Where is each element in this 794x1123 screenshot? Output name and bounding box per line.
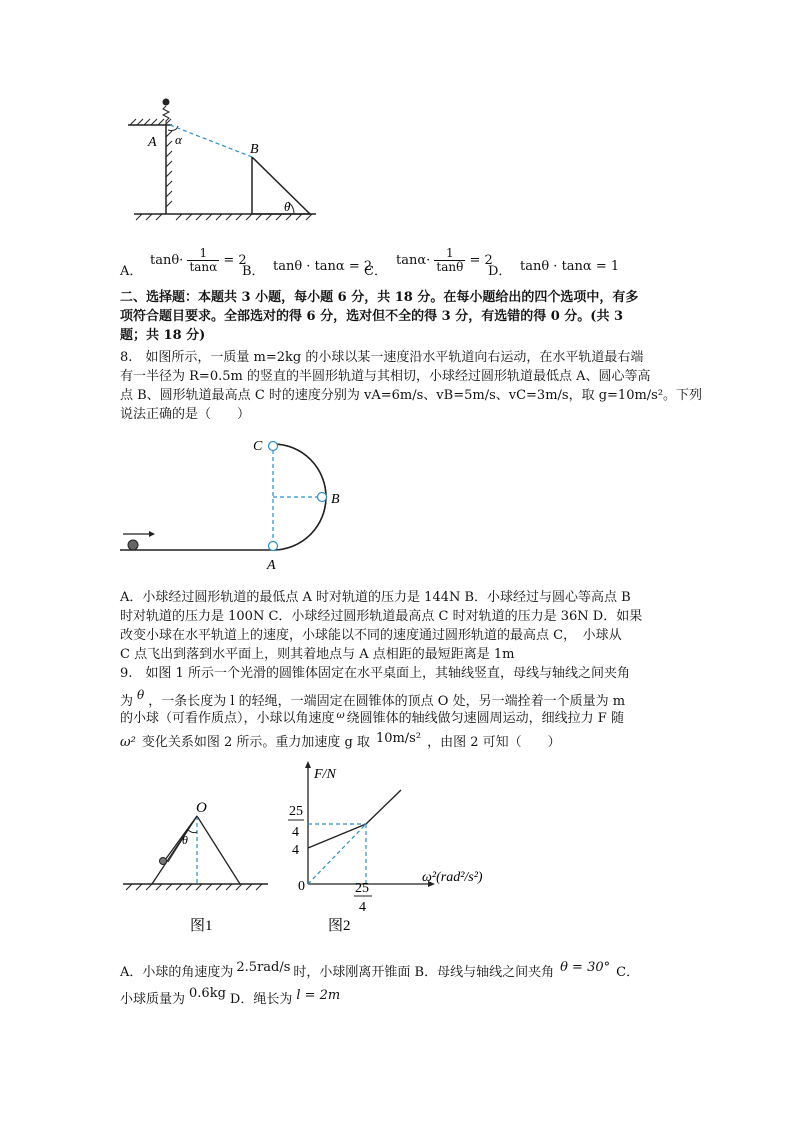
x-tick-den: 4 bbox=[359, 900, 366, 915]
q8-line1: 8. 如图所示，一质量 m=2kg 的小球以某一速度沿水平轨道向右运动，在水平轨道最右端 bbox=[120, 350, 644, 365]
y-tick-low: 4 bbox=[292, 843, 299, 858]
x-tick-num: 25 bbox=[355, 881, 369, 896]
q9-line1: 9. 如图 1 所示一个光滑的圆锥体固定在水平桌面上，其轴线竖直，母线与轴线之间夹角 bbox=[120, 666, 630, 681]
fig2-caption: 图2 bbox=[328, 918, 351, 934]
ball-icon bbox=[128, 540, 138, 550]
ball-icon bbox=[163, 99, 170, 106]
q8-figure bbox=[115, 432, 355, 572]
q8-opt-line4: C 点飞出到落到水平面上，则其着地点与 A 点相距的最短距离是 1m bbox=[120, 647, 515, 662]
section2-line3: 题；共 18 分) bbox=[120, 328, 206, 343]
label-alpha: α bbox=[175, 132, 182, 147]
label-B: B bbox=[250, 142, 259, 157]
label-theta: θ bbox=[182, 833, 188, 847]
option-B-letter: B． bbox=[242, 264, 265, 279]
series-segment-2 bbox=[366, 790, 401, 824]
q8-opt-line1: A．小球经过圆形轨道的最低点 A 时对轨道的压力是 144N B．小球经过与圆心等高点 B bbox=[120, 590, 631, 605]
option-A-expr: tanθ· $\frac{1}{\tan\alpha}$ = 2 bbox=[150, 246, 247, 274]
q8-line2: 有一半径为 R=0.5m 的竖直的半圆形轨道与其相切，小球经过圆形轨道最低点 A、圆心等高 bbox=[120, 369, 651, 384]
q9-figures bbox=[118, 760, 518, 940]
option-C-letter: C． bbox=[364, 264, 387, 279]
q9-opt-line2: 小球质量为 0.6kg D．绳长为 l = 2m bbox=[120, 986, 341, 1007]
label-O: O bbox=[196, 800, 207, 816]
y-axis-label: F/N bbox=[314, 767, 336, 782]
q8-opt-line2: 时对轨道的压力是 100N C．小球经过圆形轨道最高点 C 时对轨道的压力是 36N D．如果 bbox=[120, 609, 643, 624]
q8-line4: 说法正确的是（ ） bbox=[120, 407, 251, 422]
x-axis-label: ω²(rad²/s²) bbox=[422, 870, 483, 885]
arrow-right-icon bbox=[149, 531, 155, 537]
option-A-letter: A． bbox=[120, 264, 143, 279]
series-segment-1 bbox=[308, 824, 366, 848]
label-theta: θ bbox=[284, 199, 291, 214]
label-B: B bbox=[331, 492, 340, 507]
option-B-expr: tanθ · tanα = 2 bbox=[273, 259, 373, 274]
section2-line2: 项符合题目要求。全部选对的得 6 分，选对但不全的得 3 分，有选错的得 0 分。(共 3 bbox=[120, 309, 624, 324]
y-tick-top-den: 4 bbox=[292, 825, 299, 840]
option-D-letter: D． bbox=[488, 264, 512, 279]
fig1-caption: 图1 bbox=[190, 918, 213, 934]
q8-line3: 点 B、圆形轨道最高点 C 时的速度分别为 vA=6m/s、vB=5m/s、vC=3m/s，取 g=10m/s²。下列 bbox=[120, 388, 703, 403]
label-C: C bbox=[253, 439, 263, 454]
q9-opt-line1: A．小球的角速度为 2.5rad/s 时，小球刚离开锥面 B．母线与轴线之间夹角 θ = 30° C． bbox=[120, 960, 640, 980]
origin-label: 0 bbox=[298, 879, 305, 894]
ball-icon bbox=[160, 858, 167, 865]
section2-line1: 二、选择题：本题共 3 小题，每小题 6 分，共 18 分。在每小题给出的四个选项中，有多 bbox=[120, 290, 639, 305]
q9-line3: 的小球（可看作质点），小球以角速度 $^\omega$ 绕圆锥体的轴线做匀速圆周运动，细线拉力 F 随 bbox=[120, 710, 624, 726]
option-C-expr: tanα· $\frac{1}{\tan\theta}$ = 2 bbox=[396, 246, 493, 274]
option-D-expr: tanθ · tanα = 1 bbox=[520, 259, 620, 274]
q9-line2: 为 θ ，一条长度为 l 的轻绳，一端固定在圆锥体的顶点 O 处，另一端拴着一个质量为 m bbox=[120, 688, 626, 709]
label-A: A bbox=[148, 135, 157, 150]
label-A: A bbox=[267, 558, 276, 572]
q9-line4: ω² 变化关系如图 2 所示。重力加速度 g 取 10m/s² ，由图 2 可知（ ） bbox=[120, 731, 561, 750]
cone-figure bbox=[123, 800, 268, 934]
y-tick-top-num: 25 bbox=[289, 804, 303, 819]
q8-opt-line3: 改变小球在水平轨道上的速度，小球能以不同的速度通过圆形轨道的最高点 C， 小球从 bbox=[120, 628, 622, 643]
graph-figure bbox=[288, 761, 483, 934]
q7-figure bbox=[120, 92, 320, 227]
